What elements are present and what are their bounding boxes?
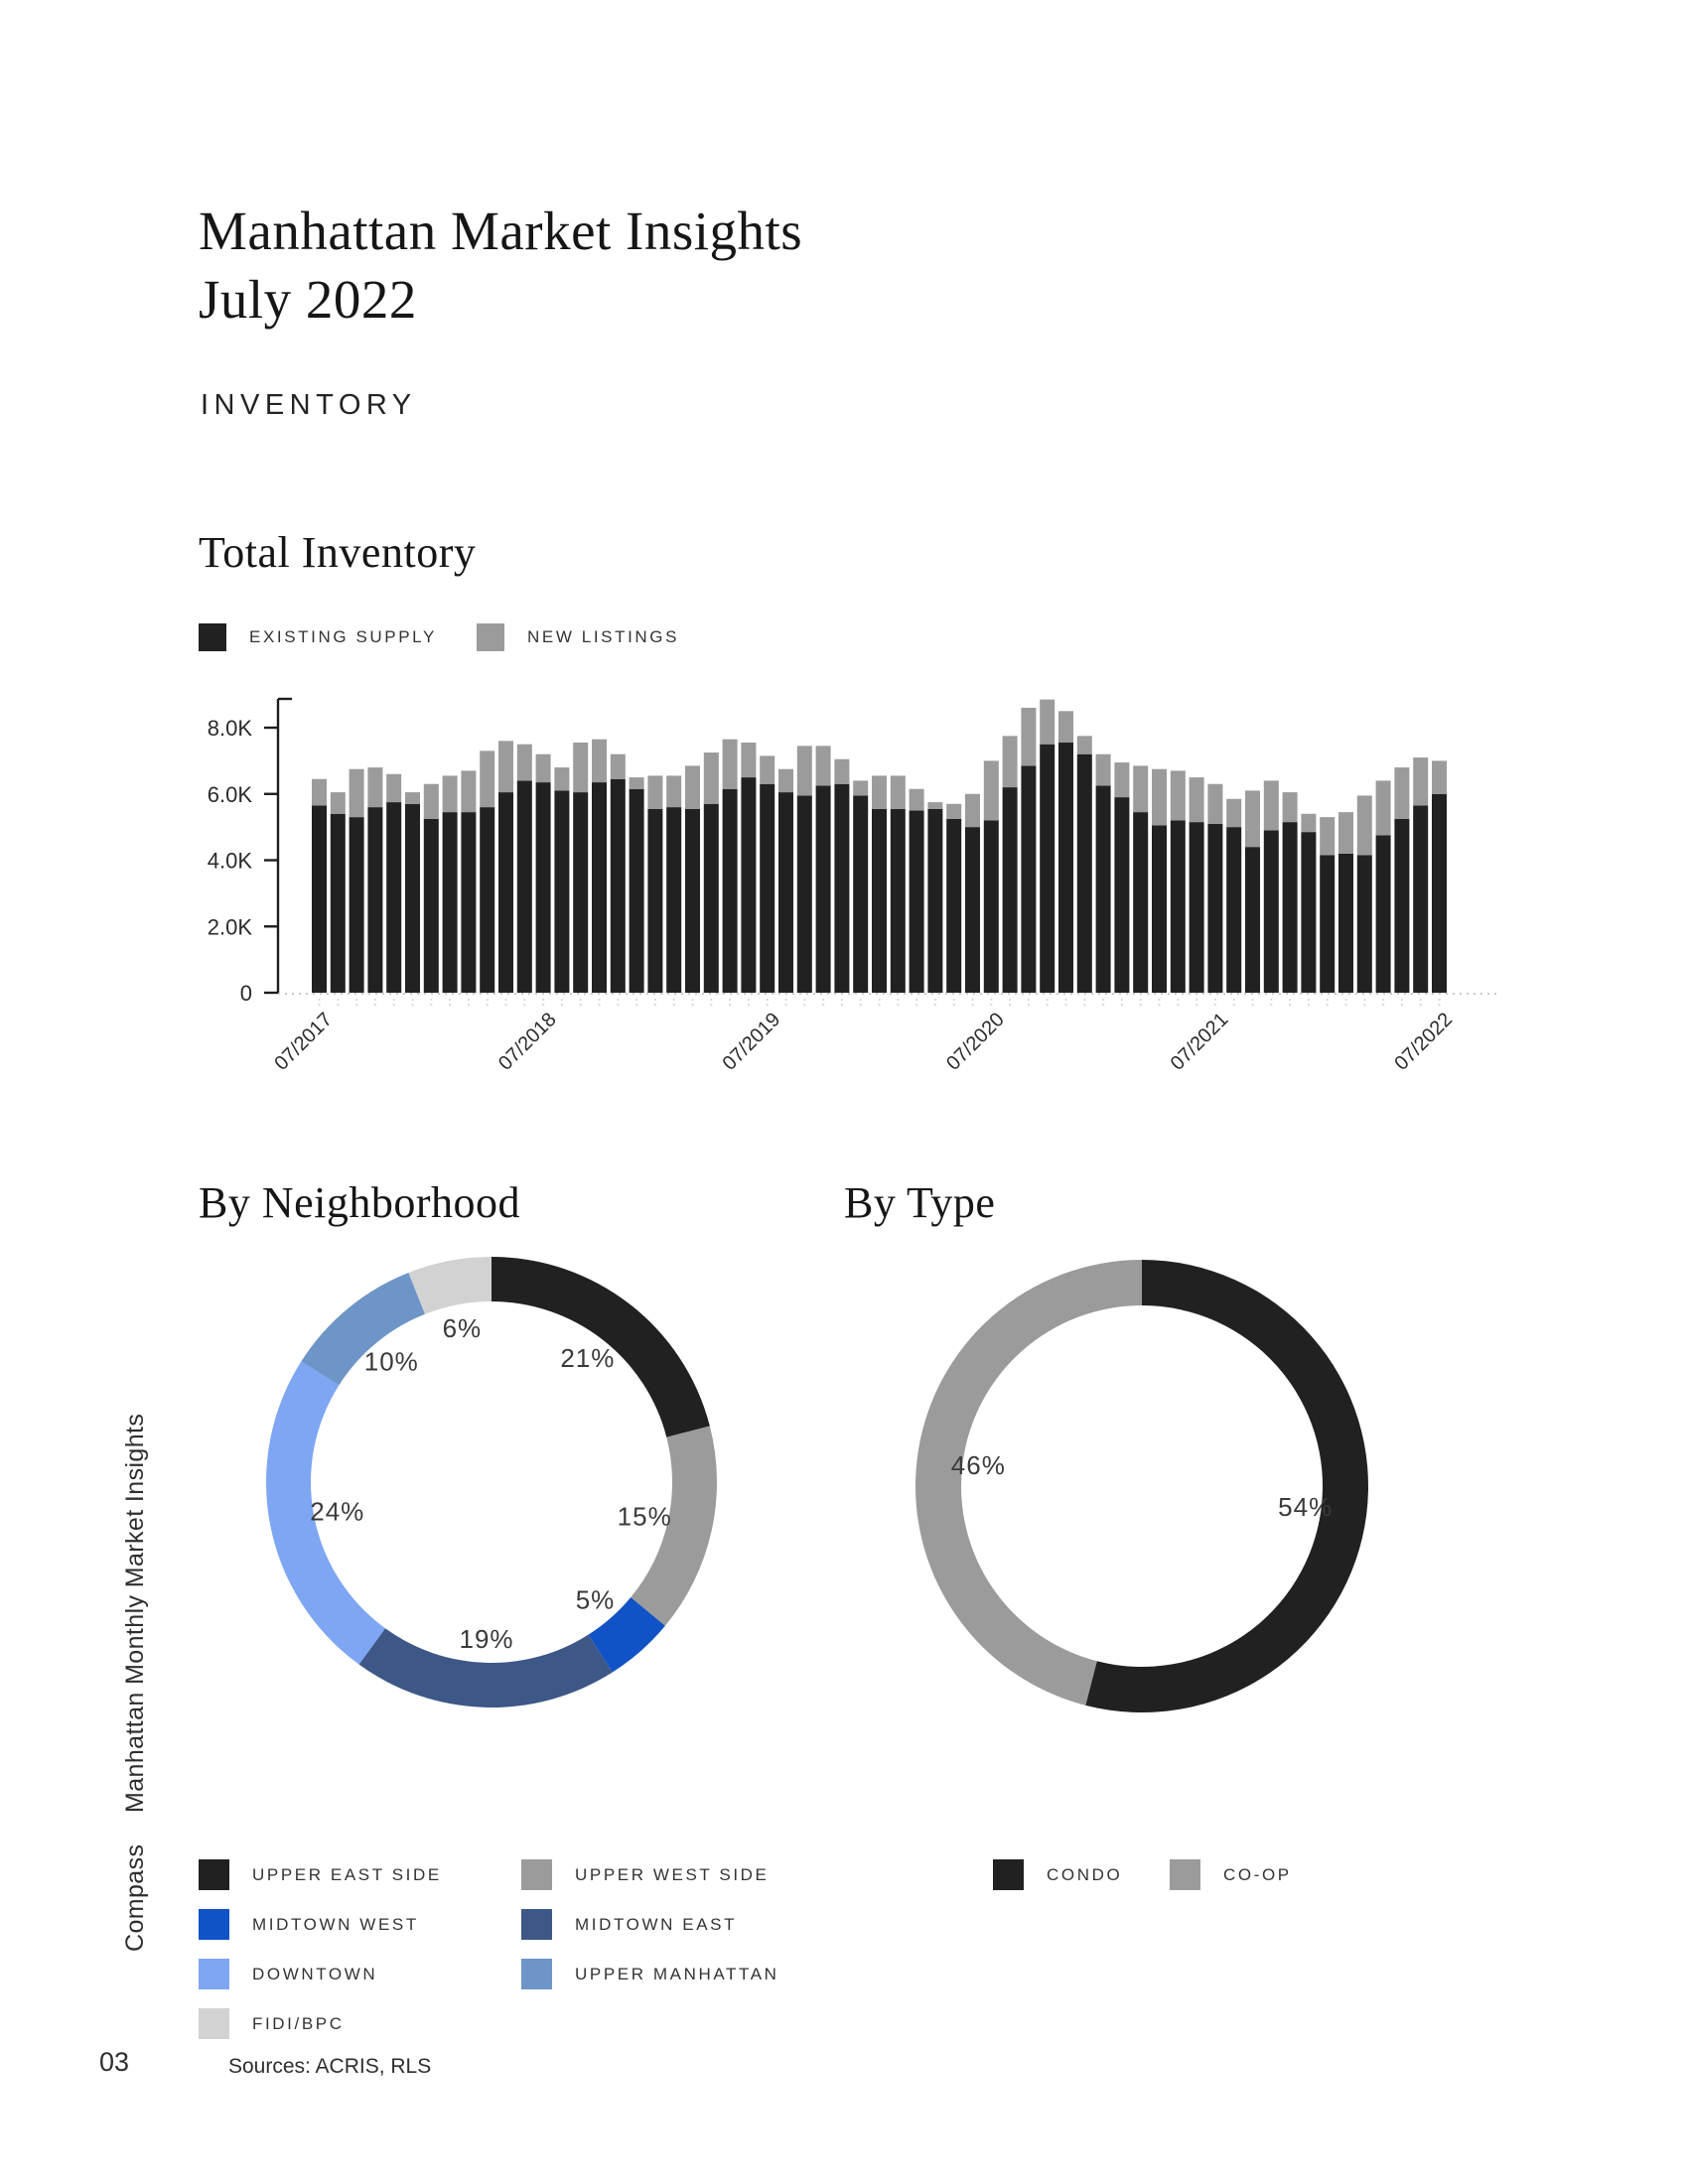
legend-item-co-op — [1170, 1859, 1292, 1890]
bar-new-listings-segment — [1338, 812, 1353, 854]
bar-new-listings-segment — [1171, 770, 1186, 820]
bar-new-listings-segment — [1096, 754, 1111, 786]
bar-existing-supply-segment — [405, 804, 420, 993]
by-type-heading: By Type — [844, 1178, 996, 1227]
legend-item-new-listings — [477, 621, 679, 652]
bar-existing-supply-segment — [984, 820, 999, 993]
bar-new-listings-segment — [424, 784, 439, 819]
bar-new-listings-segment — [816, 746, 831, 785]
bar-new-listings-segment — [685, 765, 700, 808]
bar-new-listings-segment — [1226, 799, 1241, 827]
legend-item-upper-manhattan — [521, 1959, 779, 1989]
bar-existing-supply-segment — [910, 810, 924, 993]
bar-existing-supply-segment — [778, 792, 793, 993]
bar-existing-supply-segment — [1133, 812, 1148, 993]
bar-new-listings-segment — [443, 775, 458, 812]
bar-new-listings-segment — [910, 789, 924, 811]
upper-manhattan-label: UPPER MANHATTAN — [575, 1964, 779, 1983]
type-donut-chart — [909, 1253, 1377, 1721]
bar-existing-supply-segment — [853, 795, 868, 993]
bar-existing-supply-segment — [611, 779, 626, 993]
donut-slice-label: 21% — [560, 1343, 616, 1374]
bar-existing-supply-segment — [927, 809, 942, 993]
bar-new-listings-segment — [1376, 780, 1391, 835]
bar-new-listings-segment — [1133, 765, 1148, 812]
donut-slice-label: 10% — [363, 1346, 419, 1377]
midtown-west-label: MIDTOWN WEST — [252, 1914, 419, 1934]
y-axis-label: 6.0K — [207, 781, 252, 807]
bar-existing-supply-segment — [517, 780, 532, 993]
donut-slice-label: 5% — [575, 1584, 616, 1615]
legend-item-upper-west-side — [521, 1859, 770, 1890]
bar-existing-supply-segment — [647, 809, 662, 993]
legend-item-condo — [993, 1859, 1122, 1890]
bar-existing-supply-segment — [498, 792, 513, 993]
bar-new-listings-segment — [554, 767, 569, 790]
total-inventory-chart — [179, 685, 1529, 1092]
by-neighborhood-heading: By Neighborhood — [199, 1178, 521, 1227]
condo-swatch — [993, 1859, 1024, 1890]
bar-existing-supply-segment — [312, 805, 327, 993]
bar-new-listings-segment — [573, 743, 588, 792]
bar-existing-supply-segment — [1301, 832, 1316, 993]
legend-item-existing-supply — [199, 621, 437, 652]
bar-new-listings-segment — [797, 746, 812, 795]
existing-supply-label: EXISTING SUPPLY — [249, 626, 437, 646]
bar-new-listings-segment — [1021, 708, 1036, 765]
neighborhood-legend — [199, 1859, 894, 2068]
legend-item-upper-east-side — [199, 1859, 442, 1890]
bar-existing-supply-segment — [592, 782, 607, 993]
legend-item-fidi-bpc — [199, 2008, 345, 2039]
bar-existing-supply-segment — [1096, 785, 1111, 993]
donut-slice-condo — [1085, 1260, 1368, 1712]
bar-existing-supply-segment — [1376, 835, 1391, 993]
bar-existing-supply-segment — [331, 814, 346, 993]
bar-new-listings-segment — [1357, 795, 1372, 855]
total-inventory-heading: Total Inventory — [199, 528, 477, 577]
bar-new-listings-segment — [1394, 767, 1409, 819]
y-axis-label: 2.0K — [207, 914, 252, 940]
bar-new-listings-segment — [1320, 817, 1335, 855]
bar-existing-supply-segment — [350, 817, 364, 993]
bar-existing-supply-segment — [1394, 819, 1409, 993]
bar-new-listings-segment — [1283, 792, 1298, 822]
bar-existing-supply-segment — [480, 807, 494, 993]
upper-east-side-label: UPPER EAST SIDE — [252, 1864, 442, 1884]
fidi-bpc-swatch — [199, 2008, 229, 2039]
bar-new-listings-segment — [517, 745, 532, 781]
bar-existing-supply-segment — [723, 789, 738, 993]
bar-existing-supply-segment — [1432, 794, 1447, 993]
bar-new-listings-segment — [1190, 777, 1204, 822]
bar-new-listings-segment — [723, 740, 738, 789]
bar-existing-supply-segment — [1190, 822, 1204, 993]
bar-new-listings-segment — [891, 775, 906, 808]
midtown-east-swatch — [521, 1909, 552, 1940]
sources-note: Sources: ACRIS, RLS — [228, 2055, 432, 2078]
upper-west-side-swatch — [521, 1859, 552, 1890]
bar-new-listings-segment — [1301, 814, 1316, 832]
bar-new-listings-segment — [1077, 736, 1092, 753]
x-axis-label: 07/2018 — [493, 1008, 561, 1075]
bar-existing-supply-segment — [1171, 820, 1186, 993]
bar-existing-supply-segment — [1357, 855, 1372, 993]
bar-new-listings-segment — [630, 777, 644, 789]
bar-new-listings-segment — [1114, 762, 1129, 797]
bar-new-listings-segment — [367, 767, 382, 807]
bar-existing-supply-segment — [554, 790, 569, 993]
x-axis-label: 07/2017 — [270, 1008, 338, 1075]
bar-new-listings-segment — [1152, 769, 1167, 826]
bar-existing-supply-segment — [1338, 854, 1353, 993]
sidebar-brand: Compass — [121, 1843, 149, 1952]
bar-new-listings-segment — [350, 769, 364, 817]
legend-item-downtown — [199, 1959, 377, 1989]
x-axis-label: 07/2020 — [942, 1008, 1009, 1075]
bar-new-listings-segment — [536, 754, 551, 782]
legend-item-midtown-west — [199, 1909, 419, 1940]
bar-existing-supply-segment — [965, 827, 980, 993]
downtown-label: DOWNTOWN — [252, 1964, 378, 1983]
donut-slice-label: 46% — [950, 1450, 1006, 1481]
bar-existing-supply-segment — [1021, 765, 1036, 993]
bar-new-listings-segment — [741, 743, 756, 777]
bar-new-listings-segment — [965, 794, 980, 827]
bar-existing-supply-segment — [461, 812, 476, 993]
donut-slice-label: 54% — [1278, 1491, 1334, 1522]
bar-existing-supply-segment — [1003, 787, 1018, 993]
bar-existing-supply-segment — [816, 785, 831, 993]
bar-new-listings-segment — [461, 770, 476, 812]
bar-new-listings-segment — [1432, 760, 1447, 793]
bar-new-listings-segment — [853, 780, 868, 795]
bar-new-listings-segment — [666, 775, 681, 807]
bar-new-listings-segment — [1058, 711, 1073, 743]
bar-existing-supply-segment — [1058, 743, 1073, 993]
bar-new-listings-segment — [946, 804, 961, 819]
bar-existing-supply-segment — [685, 809, 700, 993]
bar-new-listings-segment — [1245, 790, 1260, 847]
bar-chart-legend — [199, 621, 894, 651]
bar-existing-supply-segment — [386, 802, 401, 993]
bar-new-listings-segment — [480, 751, 494, 807]
bar-existing-supply-segment — [443, 812, 458, 993]
bar-existing-supply-segment — [760, 784, 774, 993]
co-op-label: CO-OP — [1223, 1864, 1292, 1884]
donut-slice-label: 15% — [617, 1501, 672, 1532]
bar-new-listings-segment — [386, 774, 401, 802]
bar-existing-supply-segment — [1264, 830, 1279, 993]
downtown-swatch — [199, 1959, 229, 1989]
bar-existing-supply-segment — [891, 809, 906, 993]
donut-slice-co-op — [915, 1260, 1142, 1706]
bar-new-listings-segment — [1003, 736, 1018, 787]
y-axis-label: 8.0K — [207, 716, 252, 741]
bar-new-listings-segment — [1413, 757, 1428, 805]
report-title-line1: Manhattan Market Insights — [199, 201, 803, 261]
bar-new-listings-segment — [405, 792, 420, 804]
donut-slice-label: 24% — [310, 1496, 365, 1527]
bar-existing-supply-segment — [1320, 855, 1335, 993]
bar-existing-supply-segment — [424, 819, 439, 993]
bar-new-listings-segment — [1207, 784, 1222, 824]
bar-new-listings-segment — [331, 792, 346, 814]
x-axis-label: 07/2022 — [1390, 1008, 1458, 1075]
bar-existing-supply-segment — [1283, 822, 1298, 993]
sidebar-title: Manhattan Monthly Market Insights — [121, 1413, 149, 1813]
donut-slice-label: 19% — [459, 1623, 514, 1654]
midtown-east-label: MIDTOWN EAST — [575, 1914, 738, 1934]
legend-item-midtown-east — [521, 1909, 737, 1940]
bar-existing-supply-segment — [536, 782, 551, 993]
section-label-inventory: INVENTORY — [201, 389, 417, 421]
new-listings-swatch — [477, 623, 504, 651]
bar-new-listings-segment — [611, 754, 626, 779]
bar-new-listings-segment — [704, 752, 719, 804]
bar-new-listings-segment — [834, 759, 849, 784]
bar-new-listings-segment — [778, 769, 793, 792]
upper-manhattan-swatch — [521, 1959, 552, 1989]
fidi-bpc-label: FIDI/BPC — [252, 2013, 345, 2033]
bar-existing-supply-segment — [1077, 754, 1092, 993]
bar-new-listings-segment — [312, 779, 327, 806]
y-axis-label: 4.0K — [207, 848, 252, 874]
upper-west-side-label: UPPER WEST SIDE — [575, 1864, 770, 1884]
bar-new-listings-segment — [1264, 780, 1279, 830]
bar-existing-supply-segment — [573, 792, 588, 993]
existing-supply-swatch — [199, 623, 226, 651]
bar-new-listings-segment — [927, 802, 942, 809]
bar-new-listings-segment — [592, 740, 607, 782]
bar-new-listings-segment — [498, 741, 513, 792]
upper-east-side-swatch — [199, 1859, 229, 1890]
bar-new-listings-segment — [872, 775, 887, 808]
bar-existing-supply-segment — [1226, 827, 1241, 993]
page-title — [199, 197, 802, 334]
bar-existing-supply-segment — [1413, 805, 1428, 993]
midtown-west-swatch — [199, 1909, 229, 1940]
bar-existing-supply-segment — [834, 784, 849, 993]
bar-existing-supply-segment — [1207, 824, 1222, 993]
bar-new-listings-segment — [984, 760, 999, 820]
bar-existing-supply-segment — [666, 807, 681, 993]
type-legend — [993, 1859, 1489, 1899]
bar-existing-supply-segment — [741, 777, 756, 993]
bar-existing-supply-segment — [797, 795, 812, 993]
bar-existing-supply-segment — [630, 789, 644, 993]
report-title-line2: July 2022 — [199, 269, 417, 330]
bar-new-listings-segment — [760, 755, 774, 783]
bar-existing-supply-segment — [872, 809, 887, 993]
bar-existing-supply-segment — [1114, 797, 1129, 993]
x-axis-label: 07/2021 — [1166, 1008, 1233, 1075]
condo-label: CONDO — [1047, 1864, 1123, 1884]
bar-existing-supply-segment — [1040, 745, 1055, 993]
bar-existing-supply-segment — [1152, 825, 1167, 993]
bar-new-listings-segment — [647, 775, 662, 808]
page-number: 03 — [99, 2047, 130, 2077]
x-axis-label: 07/2019 — [718, 1008, 785, 1075]
bar-existing-supply-segment — [1245, 847, 1260, 993]
co-op-swatch — [1170, 1859, 1200, 1890]
neighborhood-donut-chart — [258, 1249, 725, 1715]
y-axis-label: 0 — [239, 981, 252, 1006]
bar-existing-supply-segment — [367, 807, 382, 993]
donut-slice-label: 6% — [442, 1312, 483, 1343]
bar-new-listings-segment — [1040, 700, 1055, 745]
new-listings-label: NEW LISTINGS — [527, 626, 680, 646]
bar-existing-supply-segment — [946, 819, 961, 993]
bar-existing-supply-segment — [704, 804, 719, 993]
